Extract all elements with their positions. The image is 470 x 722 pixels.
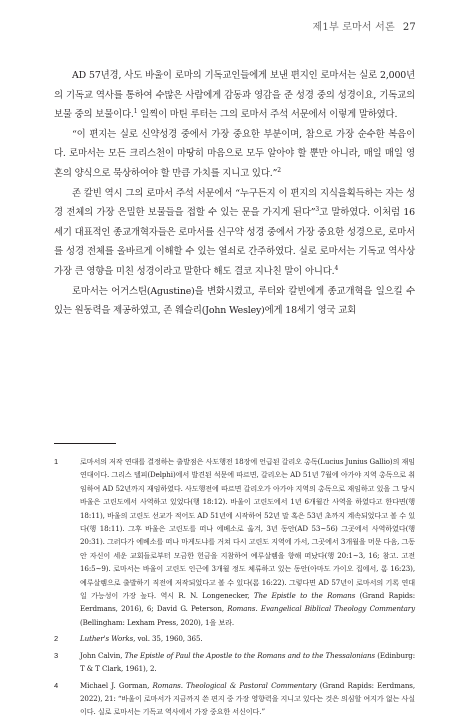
footnote-divider (54, 443, 116, 444)
footnote (54, 632, 415, 645)
footnote-ref[interactable]: 1 (133, 108, 138, 116)
footnote-number: 1 (54, 457, 59, 466)
running-header (313, 18, 416, 33)
footnote-text: 로마서의 저작 연대를 결정하는 출발점은 사도행전 18장에 언급된 갈리오 총독(Lucius Junius Gallio)의 재임 연대이다. 그리스 델피(Delphi)에서 발견된 석문에 따르면, 갈리오는 AD 51년 7월에 아가야 지역 총독으로 취임하여 AD 52년까지 재임하였다. 사도행전에 따르면 갈리오가 아가야 지역의 총독으로 재임하고 있을 그 당시 바울은 고린도에서 사역하고 있었다(행 18:12). 바울이 고린도에서 1년 6개월간 사역을 하였다고 한다면(행 18:11), 바울의 고린도 선교가 적어도 AD 51년에 시작하여 52년 말 혹은 53년 초까지 계속되었다고 볼 수 있다(행 18:11). 그후 바울은 고린도를 떠나 에베소로 옮겨, 3년 동안(AD 53~56) 그곳에서 사역하였다(행 20:31). 그러다가 에베소를 떠나 마게도냐를 거쳐 다시 고린도 지역에 가서, 그곳에서 3개월을 머문 다음, 그동안 자신이 세운 교회들로부터 모금한 헌금을 지참하여 예루살렘을 향해 떠났다(행 20:1~3, 16; 참고. 고전 16:5~9). 로마서는 바울이 고린도 인근에 3개월 정도 체류하고 있는 동안(아마도 가이오 집에서, 롬 16:23), 예루살렘으로 출발하기 직전에 저작되었다고 볼 수 있다(롬 16:22). 그렇다면 AD 57년이 로마서의 기록 연대일 가능성이 가장 높다. 역시 R. N. Longenecker, (80, 457, 415, 601)
footnote-title: The Epistle to the Romans (253, 591, 356, 601)
footnote-ref[interactable]: 4 (334, 264, 339, 272)
footnote-number: 3 (54, 650, 59, 660)
paragraph: 로마서는 어거스틴(Agustine)을 변화시켰고, 루터와 칼빈에게 종교개혁을 일으킬 수 있는 원동력을 제공하였고, 존 웨슬리(John Wesley)에게 18세기 영국 교회 (54, 285, 415, 317)
paragraph: “이 편지는 실로 신약성경 중에서 가장 중요한 부분이며, 참으로 가장 순수한 복음이다. 로마서는 모든 크리스천이 마땅히 마음으로 모두 알아야 할 뿐만 아니라, 매일 매일 영혼의 양식으로 묵상하여야 할 만큼 가치를 지니고 있다.”$^2$ (54, 128, 415, 179)
footnote-title: Romans. Evangelical Biblical Theology Commentary (227, 604, 415, 614)
footnote-ref[interactable]: 3 (315, 206, 320, 214)
footnote-text: (Bellingham: Lexham Press, 2020), 1을 보라. (80, 617, 235, 627)
paragraph: AD 57년경, 사도 바울이 로마의 기독교인들에게 보낸 편지인 로마서는 실로 2,000년의 기독교 역사를 통하여 수많은 사람에게 감동과 영감을 준 성경 중의 성경이요, 기독교의 보물 중의 보물이다.$^1$ 일찍이 마틴 루터는 그의 로마서 주석 서문에서 이렇게 말하였다. (54, 70, 415, 121)
paragraph: 존 칼빈 역시 그의 로마서 주석 서문에서 “누구든지 이 편지의 지식을획득하는 자는 성경 전체의 가장 은밀한 보물들을 접할 수 있는 문을 가지게 된다”$^3$고 말하였다. 이처럼 16세기 대표적인 종교개혁자들은 로마서를 신구약 성경 중에서 가장 중요한 성경으로, 로마서를 성경 전체를 올바르게 이해할 수 있는 열쇠로 간주하였다. 실로 로마서는 기독교 역사상 가장 큰 영향을 미친 성경이라고 말한다 해도 결코 지나친 말이 아니다.$^4$ (54, 187, 415, 277)
footnote-title: Luther's Works (80, 634, 134, 644)
main-text (54, 66, 415, 321)
footnote-text: , vol. 35, 1960, 365. (133, 634, 203, 644)
footnote (54, 679, 415, 719)
footnote-text: John Calvin, (80, 650, 125, 660)
running-title: 제1부 로마서 서론 (312, 22, 395, 33)
footnote-title: Romans. Theological & Pastoral Commentary (152, 680, 317, 690)
footnote-number: 4 (54, 680, 59, 690)
footnote (54, 649, 415, 676)
footnote-number: 2 (54, 634, 59, 644)
footnote-title: The Epistle of Paul the Apostle to the Romans and to the Thessalonians (124, 650, 376, 660)
footnote-text: (Edinburg: T & T Clark, 1961), 2. (80, 650, 415, 674)
footnotes (54, 455, 415, 722)
footnote-ref[interactable]: 2 (277, 166, 281, 174)
footnote-text: Michael J. Gorman, (80, 680, 153, 690)
footnote-text: (Grand Rapids: Eerdmans, 2016), 6; David G. Peterson, (80, 591, 416, 614)
footnote-text: (Grand Rapids: Eerdmans, 2022), 21: “바울이 로마서가 지금까지 쓴 편지 중 가장 영향력을 지니고 있다는 것은 의심할 여지가 없는 사실이다. 실로 로마서는 기독교 역사에서 가장 중요한 서신이다.” (80, 680, 415, 717)
page-number: 27 (402, 22, 416, 33)
footnote (54, 455, 415, 629)
